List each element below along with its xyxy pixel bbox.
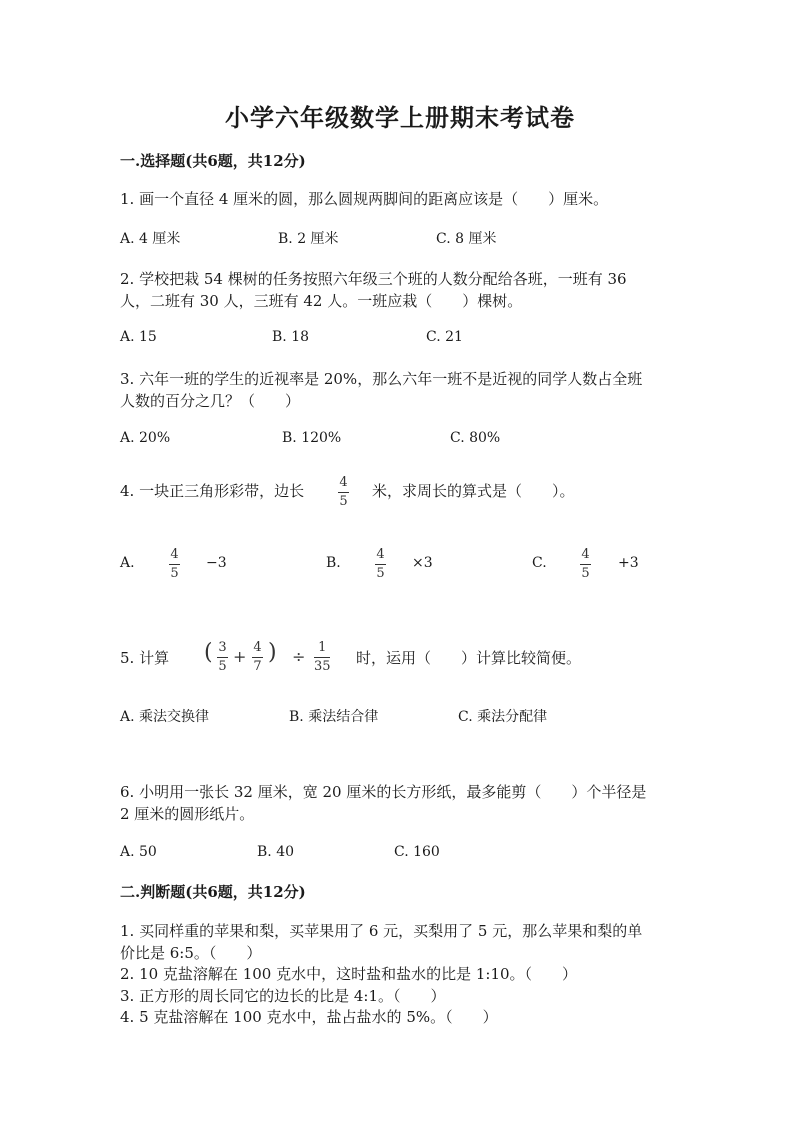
q5-fraction-1: [217, 641, 228, 674]
q3-option-b[interactable]: B. 120%: [282, 430, 342, 446]
fraction-bar: [252, 657, 263, 658]
fraction-numerator: 4: [339, 475, 348, 490]
fraction-denominator: 5: [170, 566, 179, 581]
q2-option-b[interactable]: B. 18: [272, 329, 310, 345]
question-3-line1: 3. 六年一班的学生的近视率是 20%，那么六年一班不是近视的同学人数占全班: [120, 370, 643, 388]
question-2-line2: 人，二班有 30 人，三班有 42 人。一班应栽（ ）棵树。: [120, 292, 523, 310]
q2-option-a[interactable]: A. 15: [120, 329, 157, 345]
question-3-line2: 人数的百分之几？（ ）: [120, 392, 301, 410]
q5-fraction-3: [314, 641, 331, 674]
q4-option-a-fraction: [169, 548, 180, 581]
section-heading-judgment: 二.判断题(共6题，共12分): [120, 883, 306, 901]
q4-fraction: [338, 476, 349, 509]
question-6-line2: 2 厘米的圆形纸片。: [120, 805, 255, 823]
q4-option-a-label[interactable]: A.: [120, 555, 135, 571]
question-4-text-start: 4. 一块正三角形彩带，边长: [120, 482, 305, 500]
q4-option-c-label[interactable]: C.: [532, 555, 547, 571]
q4-option-c-operator: +3: [618, 555, 639, 571]
q1-option-a[interactable]: A. 4 厘米: [120, 231, 181, 247]
fraction-denominator: 7: [253, 659, 262, 674]
fraction-numerator: 4: [253, 640, 262, 655]
question-1-text: 1. 画一个直径 4 厘米的圆，那么圆规两脚间的距离应该是（ ）厘米。: [120, 190, 609, 208]
q5-plus: +: [233, 647, 247, 666]
fraction-bar: [314, 657, 330, 658]
page-title: 小学六年级数学上册期末考试卷: [225, 103, 575, 132]
fraction-denominator: 5: [339, 494, 348, 509]
q5-option-b[interactable]: B. 乘法结合律: [289, 709, 379, 725]
q4-option-b-label[interactable]: B.: [326, 555, 341, 571]
judgment-1-line2: 价比是 6:5。（ ）: [120, 944, 262, 962]
q5-fraction-2: [252, 641, 263, 674]
fraction-bar: [338, 492, 349, 493]
q6-option-c[interactable]: C. 160: [394, 844, 440, 860]
fraction-denominator: 5: [376, 566, 385, 581]
q5-divide: ÷: [292, 647, 306, 666]
q2-option-c[interactable]: C. 21: [426, 329, 463, 345]
question-2-line1: 2. 学校把栽 54 棵树的任务按照六年级三个班的人数分配给各班，一班有 36: [120, 270, 627, 288]
q1-option-b[interactable]: B. 2 厘米: [278, 231, 339, 247]
fraction-denominator: 5: [581, 566, 590, 581]
q4-option-b-operator: ×3: [412, 555, 433, 571]
q3-option-c[interactable]: C. 80%: [450, 430, 501, 446]
q4-option-a-operator: −3: [206, 555, 227, 571]
q5-left-paren: (: [204, 640, 213, 665]
q5-option-c[interactable]: C. 乘法分配律: [458, 709, 548, 725]
judgment-2: 2. 10 克盐溶解在 100 克水中，这时盐和盐水的比是 1:10。（ ）: [120, 965, 578, 983]
section-heading-choice: 一.选择题(共6题，共12分): [120, 152, 306, 170]
fraction-numerator: 1: [318, 640, 327, 655]
fraction-denominator: 35: [314, 659, 331, 674]
fraction-numerator: 3: [218, 640, 227, 655]
fraction-numerator: 4: [376, 547, 385, 562]
question-5-text-start: 5. 计算: [120, 649, 170, 667]
q6-option-b[interactable]: B. 40: [257, 844, 295, 860]
fraction-bar: [169, 564, 180, 565]
fraction-denominator: 5: [218, 659, 227, 674]
fraction-bar: [217, 657, 228, 658]
fraction-numerator: 4: [170, 547, 179, 562]
q5-right-paren: ): [268, 640, 277, 665]
q4-option-b-fraction: [375, 548, 386, 581]
fraction-bar: [580, 564, 591, 565]
q3-option-a[interactable]: A. 20%: [120, 430, 171, 446]
judgment-3: 3. 正方形的周长同它的边长的比是 4:1。（ ）: [120, 987, 446, 1005]
question-5-text-end: 时，运用（ ）计算比较简便。: [356, 649, 582, 667]
question-4-text-end: 米，求周长的算式是（ ）。: [372, 482, 575, 500]
judgment-1-line1: 1. 买同样重的苹果和梨，买苹果用了 6 元，买梨用了 5 元，那么苹果和梨的单: [120, 922, 643, 940]
q1-option-c[interactable]: C. 8 厘米: [436, 231, 497, 247]
question-6-line1: 6. 小明用一张长 32 厘米，宽 20 厘米的长方形纸，最多能剪（ ）个半径是: [120, 783, 647, 801]
q4-option-c-fraction: [580, 548, 591, 581]
fraction-bar: [375, 564, 386, 565]
q5-option-a[interactable]: A. 乘法交换律: [120, 709, 210, 725]
q6-option-a[interactable]: A. 50: [120, 844, 157, 860]
judgment-4: 4. 5 克盐溶解在 100 克水中，盐占盐水的 5%。（ ）: [120, 1008, 498, 1026]
fraction-numerator: 4: [581, 547, 590, 562]
